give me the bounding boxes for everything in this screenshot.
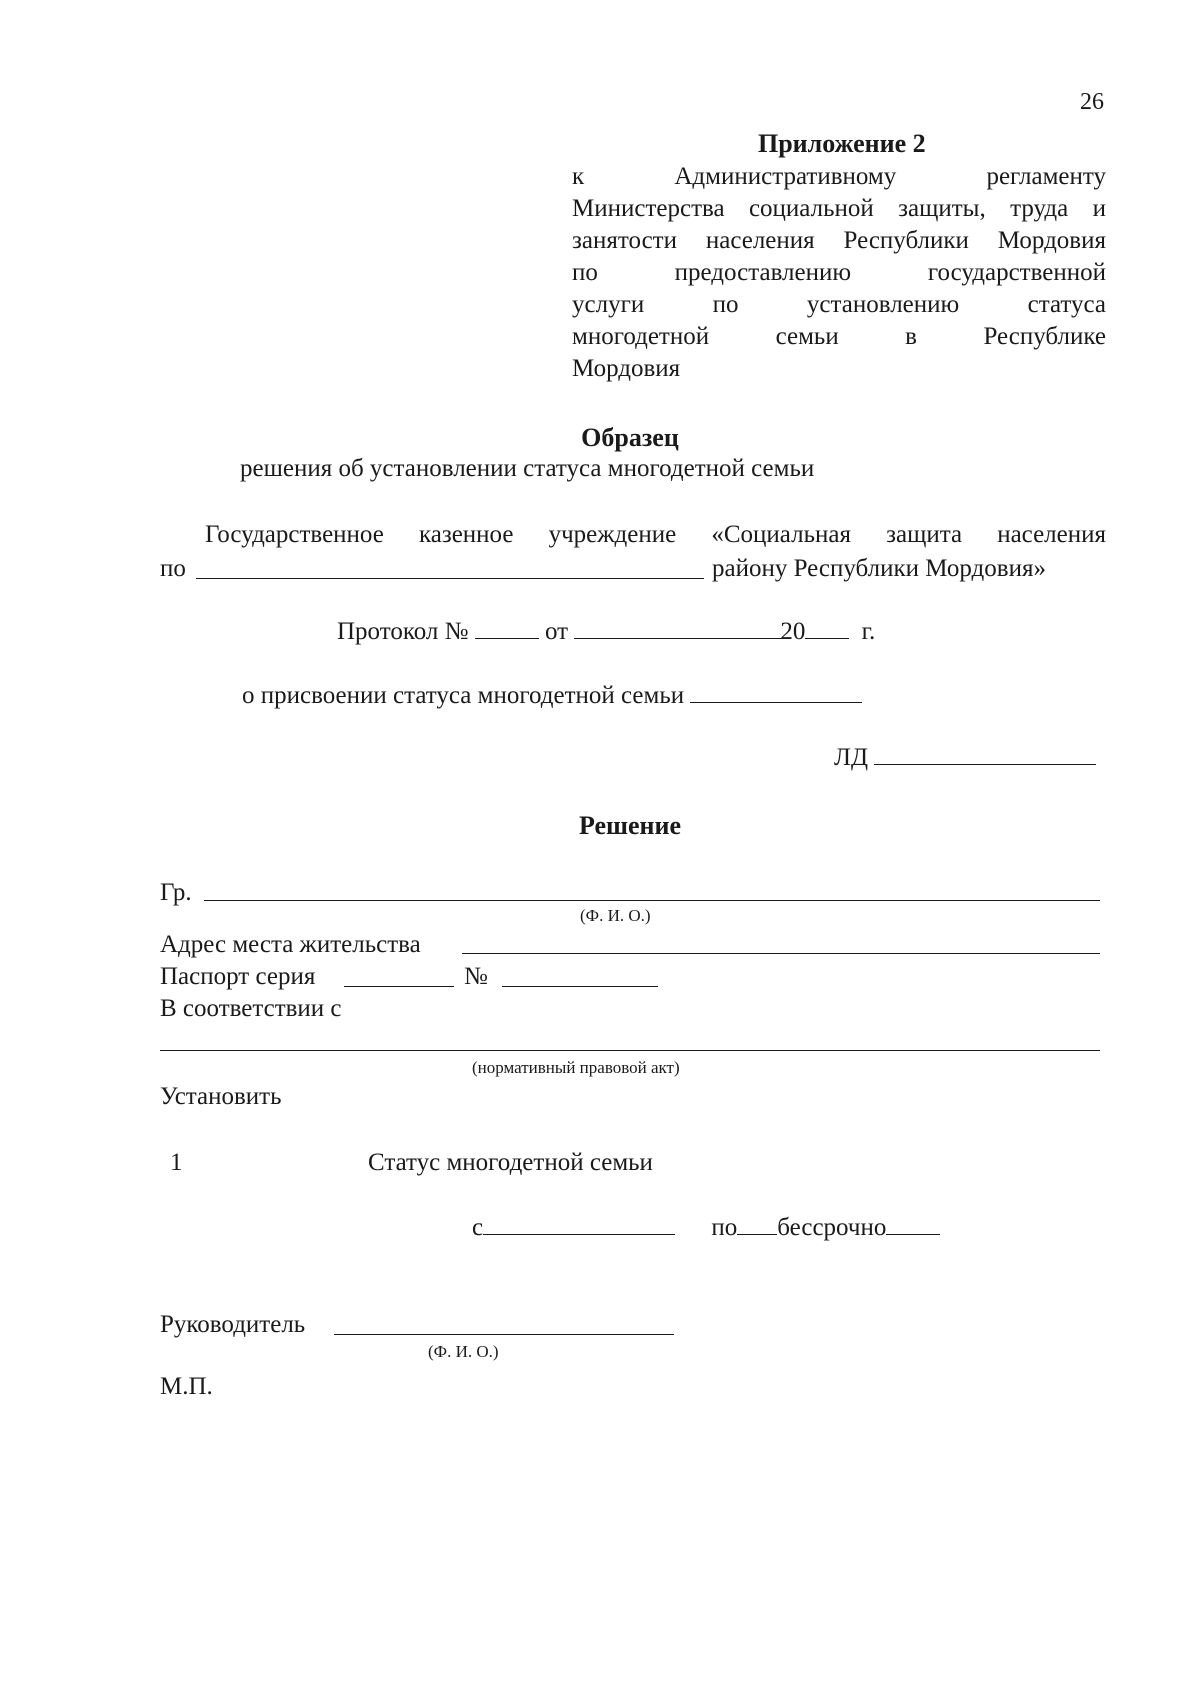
decision-title: Решение [578,811,682,840]
appendix-line: Мордовия [572,355,681,382]
head-label: Руководитель [160,1311,306,1338]
protocol-date-blank [574,616,786,639]
appendix-line: занятости населения Республики Мордовия [572,227,1106,254]
legal-act-caption: (нормативный правовой акт) [472,1058,680,1077]
legal-act-blank [160,1050,1100,1051]
ld-blank [874,742,1096,765]
stamp-label: М.П. [160,1373,213,1400]
appendix-line: Министерства социальной защиты, труда и [572,195,1106,222]
passport-label: Паспорт серия [160,963,316,990]
head-fio-caption: (Ф. И. О.) [428,1342,499,1361]
period-to-blank-before [737,1212,777,1235]
sample-title: Образец [581,423,679,452]
establish-label: Установить [160,1083,282,1110]
institution-line: Государственное казенное учреждение «Социальная защита населения [205,521,1106,548]
address-label: Адрес места жительства [160,931,421,958]
period-to-blank-after [886,1212,940,1235]
citizen-fio-blank [204,900,1100,901]
address-blank [462,953,1100,954]
district-blank [196,578,704,579]
head-fio-blank [334,1334,674,1335]
sample-subtitle: решения об установлении статуса многодетной семьи [240,455,815,482]
item-text: Статус многодетной семьи [368,1149,653,1176]
institution-prefix: по [160,555,186,582]
citizen-label: Гр. [160,879,192,906]
passport-series-blank [344,986,454,987]
protocol-line [337,616,875,647]
appendix-line: услуги по установлению статуса [572,291,1106,318]
period-to-label: по [711,1214,738,1241]
passport-number-blank [502,986,658,987]
appendix-line: к Административному регламенту [572,163,1106,190]
period-from-blank [483,1212,675,1235]
ld-line [834,742,1096,773]
institution-suffix: району Республики Мордовия» [712,555,1046,582]
assignment-text: о присвоении статуса многодетной семьи [242,682,685,709]
page-number: 26 [1080,89,1104,115]
protocol-year-prefix: 20 [780,618,806,645]
protocol-from: от [544,618,569,645]
appendix-line: многодетной семьи в Республике [572,323,1106,350]
accordance-label: В соответствии с [160,995,342,1022]
protocol-label: Протокол № [337,618,469,645]
passport-number-label: № [464,963,488,990]
appendix-line: по предоставлению государственной [572,259,1106,286]
period-line [472,1212,940,1243]
appendix-title: Приложение 2 [758,129,926,158]
item-number: 1 [170,1149,183,1176]
citizen-fio-caption: (Ф. И. О.) [580,906,651,925]
ld-label: ЛД [834,744,869,771]
protocol-year-blank [805,616,849,639]
protocol-year-suffix: г. [861,618,876,645]
assignment-line [242,680,862,711]
protocol-number-blank [475,616,539,639]
period-to-value: бессрочно [777,1214,887,1241]
period-from-label: с [472,1214,484,1241]
assignment-blank [690,680,862,703]
